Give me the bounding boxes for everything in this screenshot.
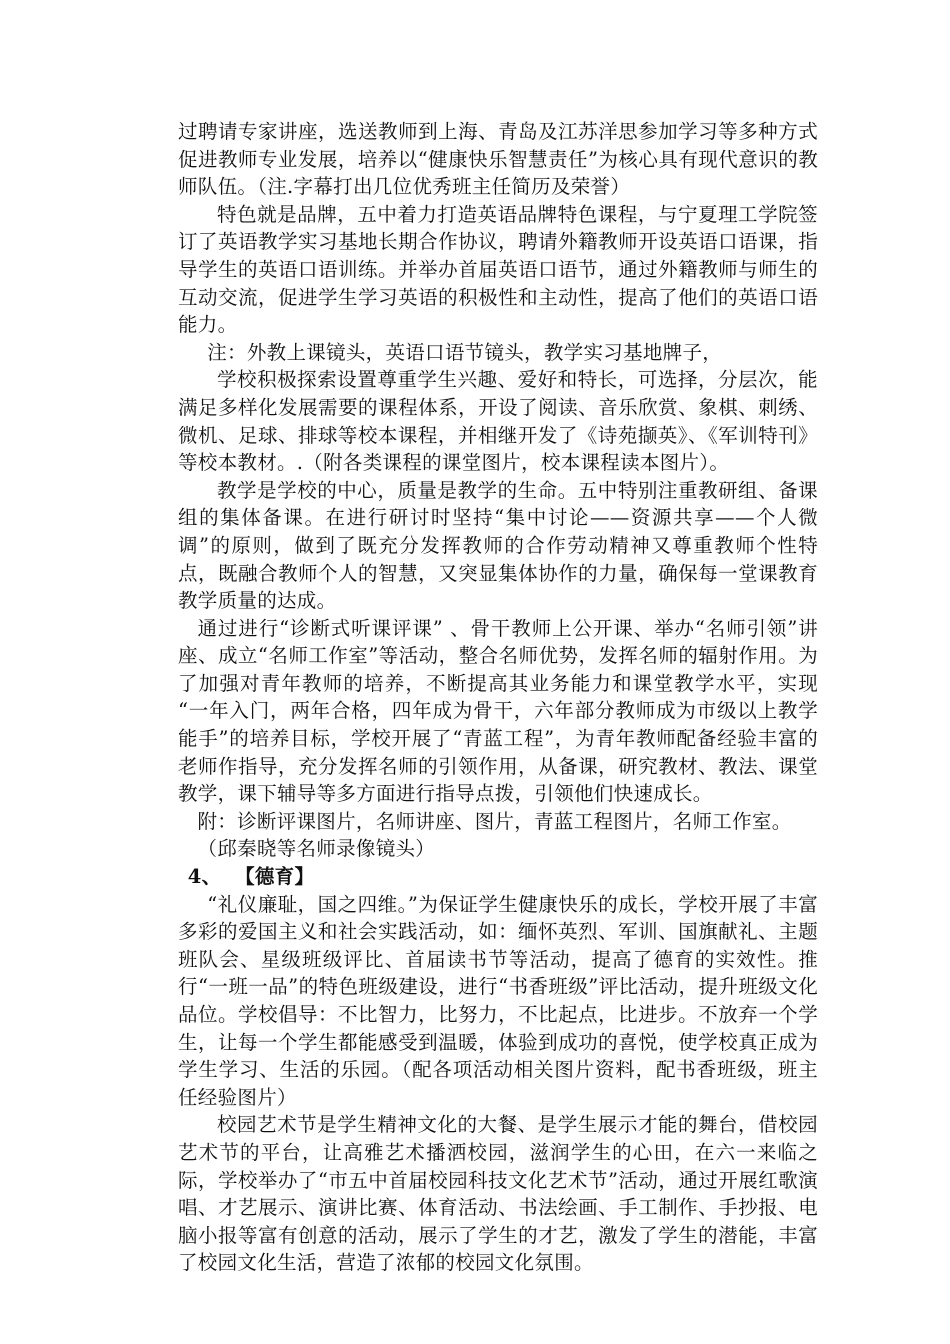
paragraph-teaching-quality: 教学是学校的中心，质量是教学的生命。五中特别注重教研组、备课组的集体备课。在进行研讨时坚持“集中讨论——资源共享——个人微调”的原则，做到了既充分发挥教师的合作劳动精神又尊重教师个性特点，既融合教师个人的智慧，又突显集体协作的力量，确保每一堂课教育教学质量的达成。 [178,478,818,613]
paragraph-note-foreign-teacher: 注：外教上课镜头，英语口语节镜头，教学实习基地牌子， [207,340,723,364]
section-heading-moral-education [178,863,818,891]
section-title: 【德育】 [244,865,315,889]
paragraph-appendix-images: 附：诊断评课图片，名师讲座、图片，青蓝工程图片，名师工作室。 [197,809,792,833]
paragraph-moral-activities: “礼仪廉耻，国之四维。”为保证学生健康快乐的成长，学校开展了丰富多彩的爱国主义和社会实践活动，如：缅怀英烈、军训、国旗献礼、主题班队会、星级班级评比、首届读书节等活动，提高了德育的实效性。推行“一班一品”的特色班级建设，进行“书香班级”评比活动，提升班级文化品位。学校倡导：不比智力，比努力，不比起点，比进步。不放弃一个学生，让每一个学生都能感受到温暖，体验到成功的喜悦，使学校真正成为学生学习、生活的乐园。（配各项活动相关图片资料，配书香班级，班主任经验图片） [178,892,818,1109]
paragraph-teacher-development: 过聘请专家讲座，选送教师到上海、青岛及江苏洋思参加学习等多种方式促进教师专业发展，培养以“健康快乐智慧责任”为核心具有现代意识的教师队伍。（注.字幕打出几位优秀班主任简历及荣誉） [178,120,818,199]
section-number: 4、 [187,865,222,889]
paragraph-famous-teachers: 通过进行“诊断式听课评课” 、骨干教师上公开课、举办“名师引领”讲座、成立“名师工作室”等活动，整合名师优势，发挥名师的辐射作用。为了加强对青年教师的培养，不断提高其业务能力和课堂教学水平，实现 “一年入门，两年合格，四年成为骨干，六年部分教师成为市级以上教学能手”的培养目标，学校开展了“青蓝工程”，为青年教师配备经验丰富的老师作指导，充分发挥名师的引领作用，从备课，研究教材、教法、课堂教学，课下辅导等多方面进行指导点拨，引领他们快速成长。 [178,616,818,806]
paragraph-video-note: （邱秦晓等名师录像镜头） [197,837,436,861]
paragraph-curriculum: 学校积极探索设置尊重学生兴趣、爱好和特长，可选择，分层次，能满足多样化发展需要的课程体系，开设了阅读、音乐欣赏、象棋、刺绣、微机、足球、排球等校本课程，并相继开发了《诗苑撷英》、《军训特刊》等校本教材。.（附各类课程的课堂图片，校本课程读本图片）。 [178,368,818,475]
paragraph-english-brand: 特色就是品牌，五中着力打造英语品牌特色课程，与宁夏理工学院签订了英语教学实习基地长期合作协议，聘请外籍教师开设英语口语课，指导学生的英语口语训练。并举办首届英语口语节，通过外籍教师与师生的互动交流，促进学生学习英语的积极性和主动性，提高了他们的英语口语能力。 [178,202,818,337]
document-body [178,118,818,1277]
paragraph-art-festival: 校园艺术节是学生精神文化的大餐、是学生展示才能的舞台，借校园艺术节的平台，让高雅艺术播洒校园，滋润学生的心田，在六一来临之际，学校举办了“市五中首届校园科技文化艺术节”活动，通过开展红歌演唱、才艺展示、演讲比赛、体育活动、书法绘画、手工制作、手抄报、电脑小报等富有创意的活动，展示了学生的才艺，激发了学生的潜能，丰富了校园文化生活，营造了浓郁的校园文化氛围。 [178,1113,818,1275]
